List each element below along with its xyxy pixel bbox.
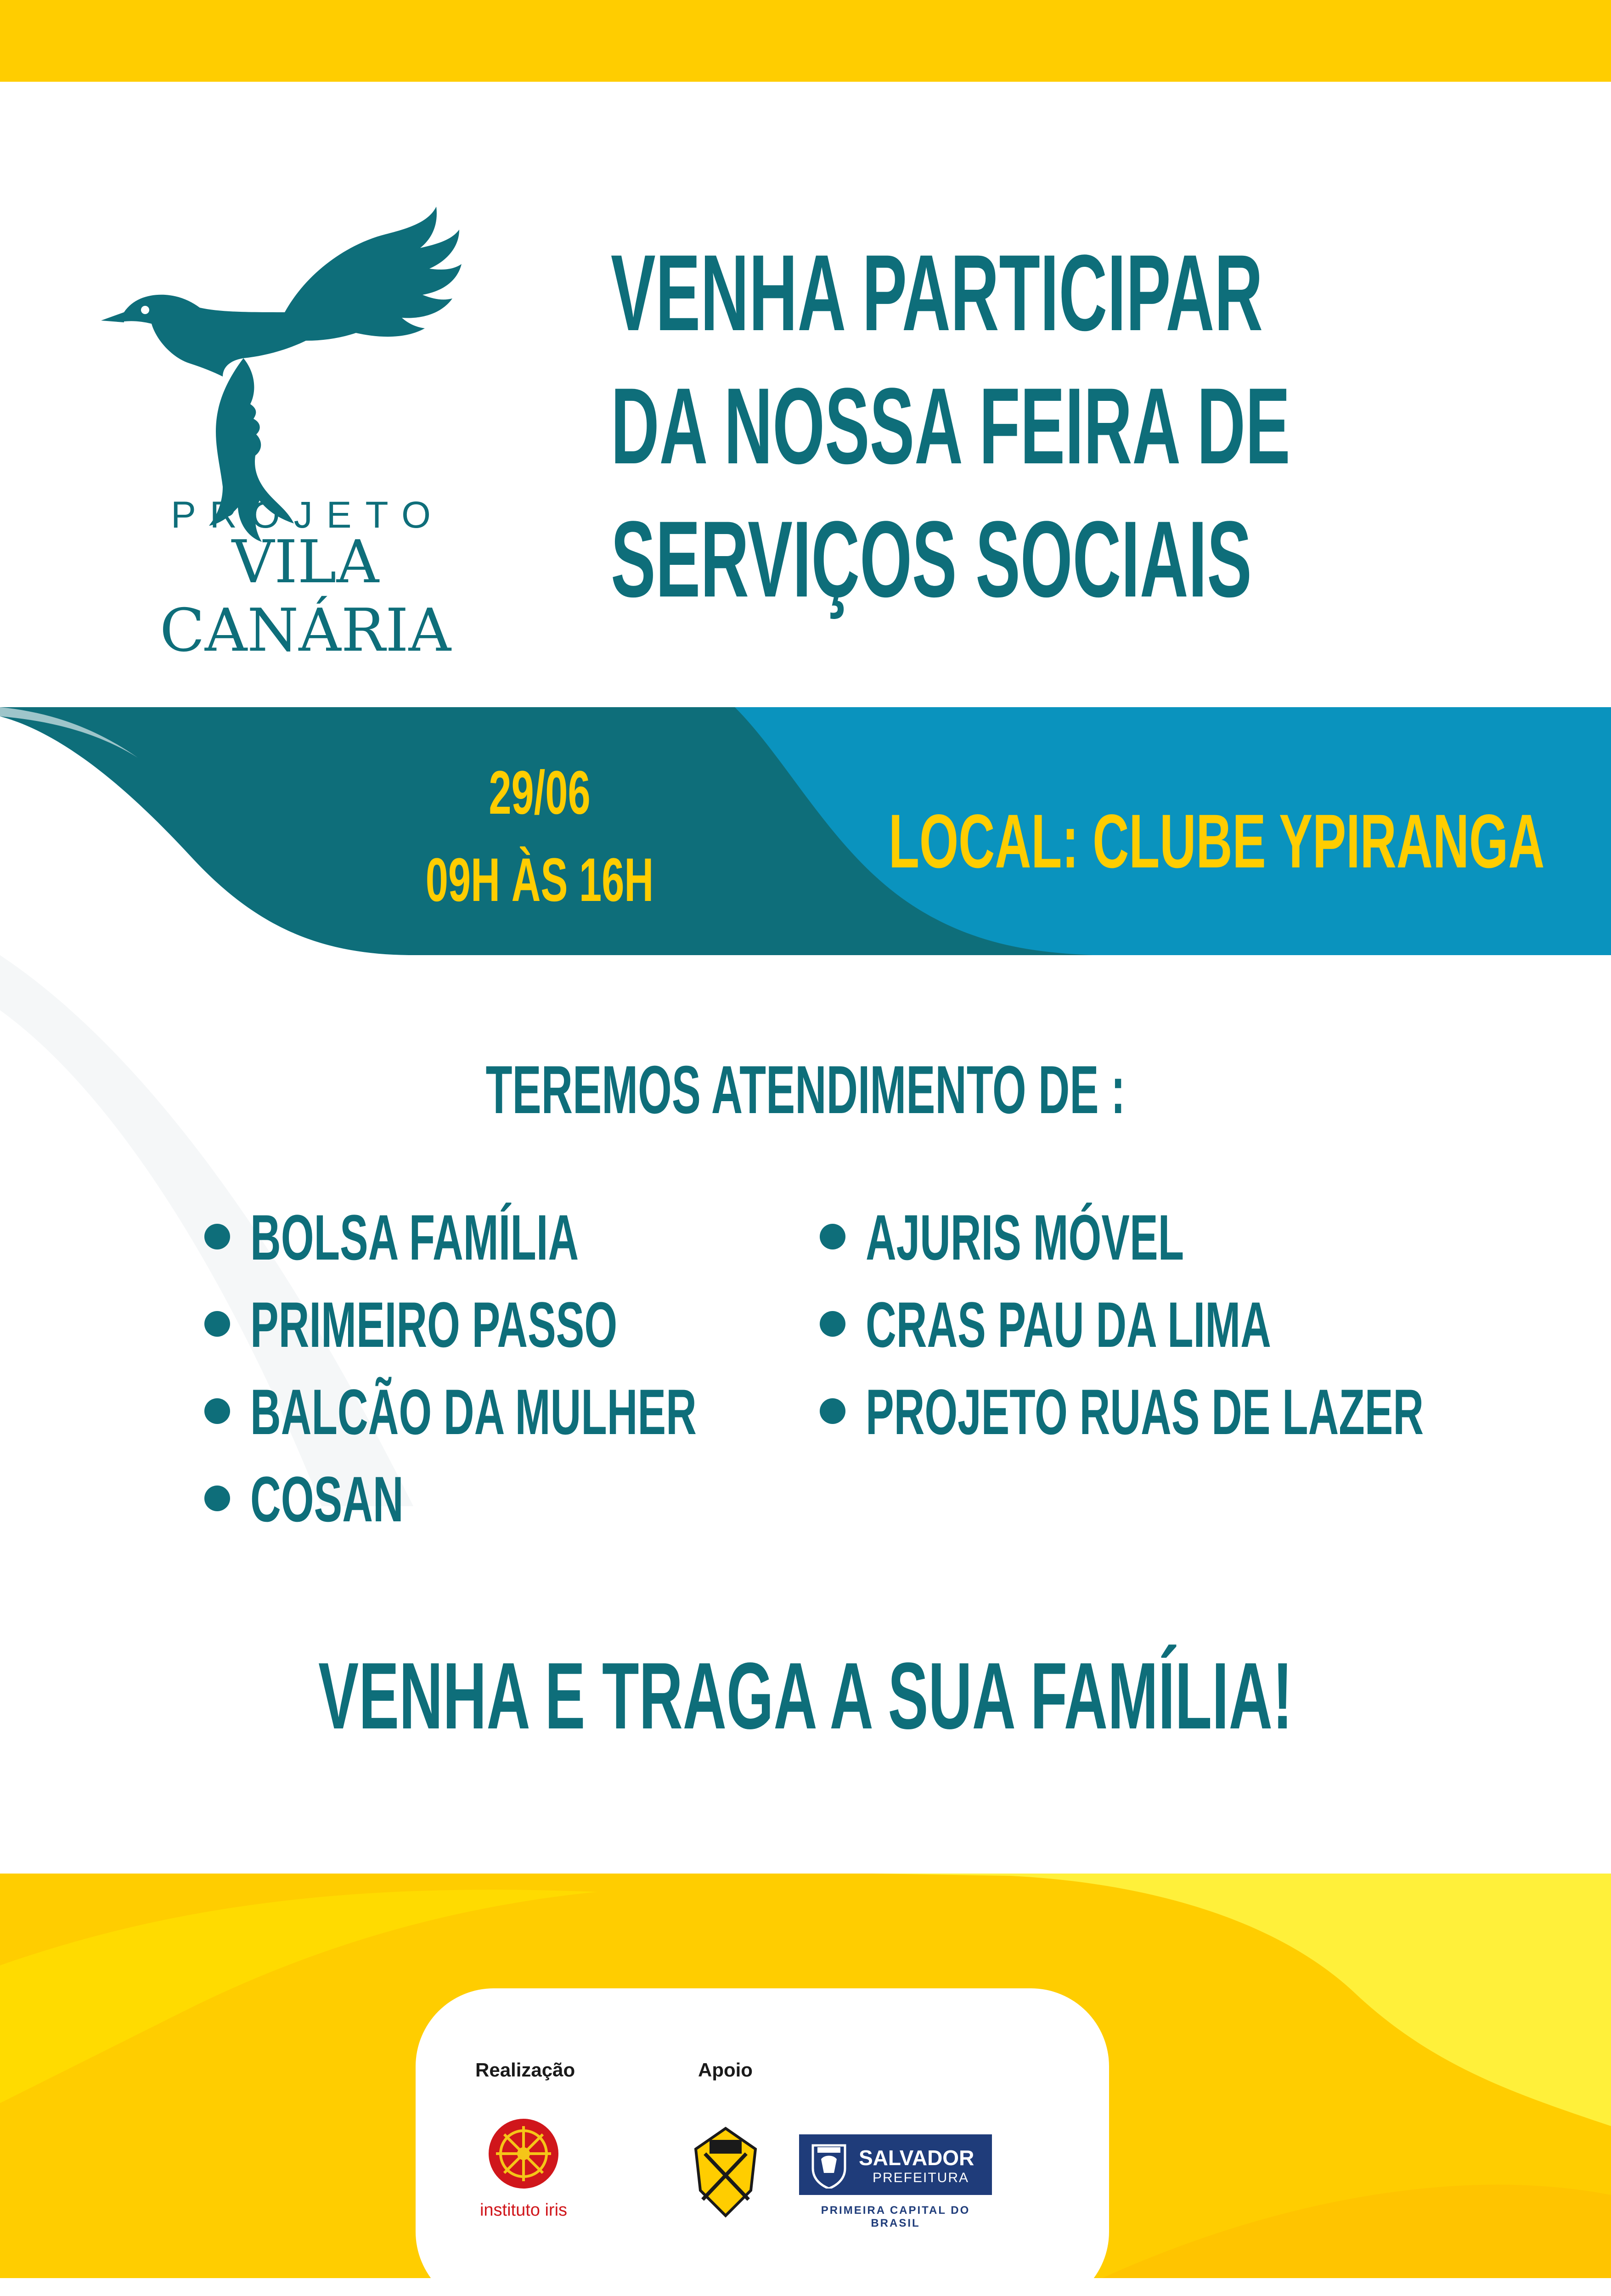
logo-vila-canaria-text: VILA CANÁRIA	[159, 528, 451, 665]
bullet-icon	[204, 1398, 230, 1424]
bullet-icon	[204, 1224, 230, 1249]
event-date: 29/06	[489, 759, 591, 827]
service-label: BALCÃO DA MULHER	[250, 1376, 697, 1448]
bullet-icon	[820, 1224, 845, 1249]
service-label: PROJETO RUAS DE LAZER	[866, 1376, 1424, 1448]
instituto-iris-logo	[487, 2117, 560, 2190]
bullet-icon	[820, 1311, 845, 1337]
service-label: BOLSA FAMÍLIA	[250, 1201, 579, 1273]
apoio-label: Apoio	[698, 2059, 753, 2081]
salvador-name: SALVADOR	[859, 2146, 974, 2170]
top-yellow-bar	[0, 0, 1611, 82]
bullet-icon	[204, 1311, 230, 1337]
realizacao-label: Realização	[475, 2059, 575, 2081]
service-label: CRAS PAU DA LIMA	[866, 1289, 1271, 1361]
ypiranga-club-crest	[691, 2126, 760, 2218]
headline-line-3: SERVIÇOS SOCIAIS	[611, 499, 1252, 620]
bullet-icon	[204, 1486, 230, 1511]
event-location: LOCAL: CLUBE YPIRANGA	[889, 799, 1545, 884]
bullet-icon	[820, 1398, 845, 1424]
logo-projeto-text: PROJETO	[171, 494, 445, 536]
event-time: 09H ÀS 16H	[425, 846, 654, 914]
service-label: PRIMEIRO PASSO	[250, 1289, 618, 1361]
closing-call-to-action: VENHA E TRAGA A SUA FAMÍLIA!	[318, 1643, 1293, 1749]
service-label: AJURIS MÓVEL	[866, 1201, 1184, 1273]
salvador-tagline: PRIMEIRA CAPITAL DO BRASIL	[821, 2204, 970, 2229]
instituto-iris-name: instituto iris	[479, 2200, 568, 2220]
headline-line-2: DA NOSSA FEIRA DE	[611, 366, 1290, 487]
salvador-city-emblem	[808, 2141, 850, 2189]
headline-line-1: VENHA PARTICIPAR	[611, 232, 1263, 354]
services-heading: TEREMOS ATENDIMENTO DE :	[485, 1052, 1126, 1128]
salvador-subtitle: PREFEITURA	[873, 2170, 969, 2185]
service-label: COSAN	[250, 1463, 404, 1535]
